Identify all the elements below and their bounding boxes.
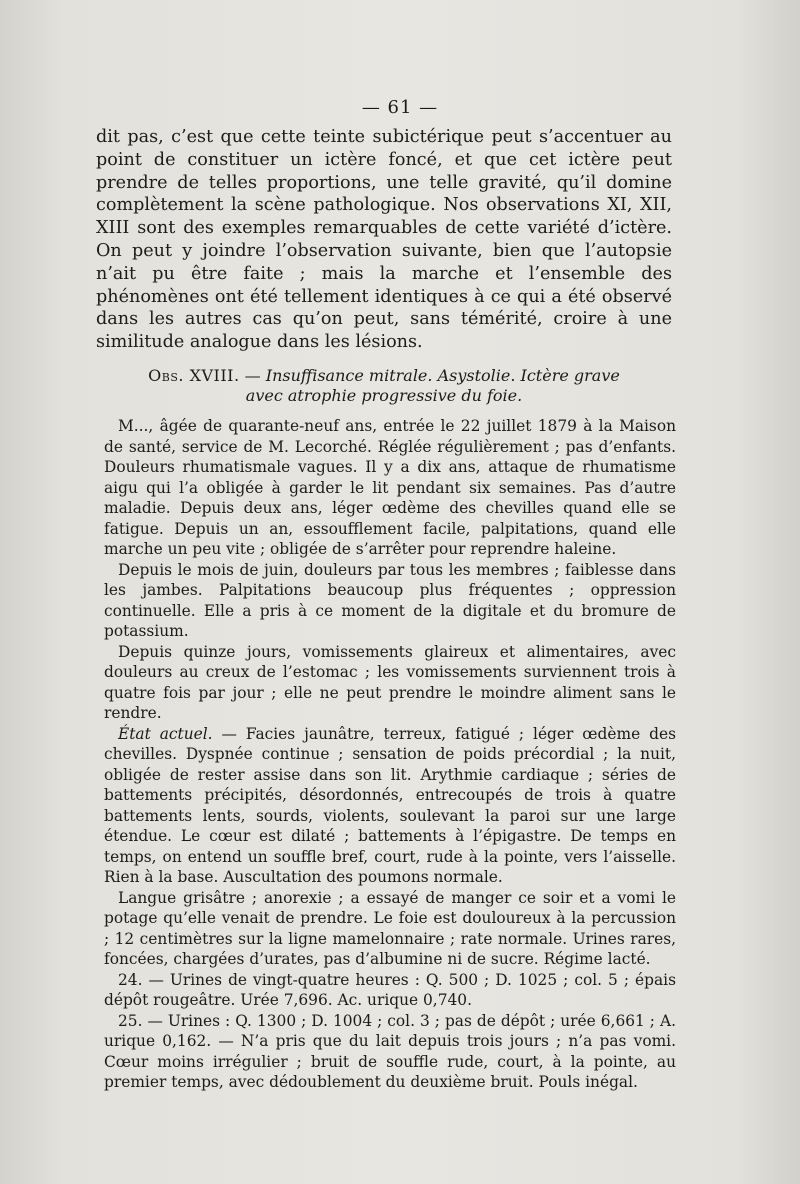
paragraph-langue: Langue grisâtre ; anorexie ; a essayé de manger ce soir et a vomi le potage qu’elle venait de prendre. Le foie est douloureux à la percussion ; 12 centimètres sur la ligne mamelonnaire ; rate normale. Urines rares, foncées, chargées d’urates, pas d’albumine ni de sucre. Régime lacté. bbox=[104, 888, 676, 968]
observation-body bbox=[104, 416, 676, 1093]
etat-actuel-text: — Facies jaunâtre, terreux, fatigué ; léger œdème des chevilles. Dyspnée continue ; sensation de poids précordial ; la nuit, obligée de rester assise dans son lit. Arythmie cardiaque ; séries de battements précipités, désordonnés, entrecoupés de trois à quatre battements lents, sourds, violents, soulevant la paroi sur une large étendue. Le cœur est dilaté ; battements à l’épigastre. De temps en temps, on entend un souffle bref, court, rude à la pointe, vers l’aisselle. Rien à la base. Auscultation des poumons normale. bbox=[104, 724, 676, 886]
paragraph-etat-actuel bbox=[104, 724, 676, 888]
observation-heading bbox=[96, 366, 672, 406]
observation-title-line1: — Insuffisance mitrale. Asystolie. Ictère grave bbox=[244, 366, 620, 385]
paragraph-day-25: 25. — Urines : Q. 1300 ; D. 1004 ; col. 3 ; pas de dépôt ; urée 6,661 ; A. urique 0,162. — N’a pris que du lait depuis trois jours ; n’a pas vomi. Cœur moins irrégulier ; bruit de souffle rude, court, à la pointe, au premier temps, avec dédoublement du deuxième bruit. Pouls inégal. bbox=[104, 1011, 676, 1091]
intro-paragraph: dit pas, c’est que cette teinte subictérique peut s’accentuer au point de constituer un ictère foncé, et que cet ictère peut prendre de telles proportions, une telle gravité, qu’il domine complètement la scène pathologique. Nos observations XI, XII, XIII sont des exemples remarquables de cette variété d’ictère. On peut y joindre l’observation suivante, bien que l’autopsie n’ait pu être faite ; mais la marche et l’ensemble des phénomènes ont été tellement identiques à ce qui a été observé dans les autres cas qu’on peut, sans témérité, croire à une similitude analogue dans les lésions. bbox=[96, 127, 672, 353]
paragraph-history: M..., âgée de quarante-neuf ans, entrée le 22 juillet 1879 à la Maison de santé, service de M. Lecorché. Réglée régulièrement ; pas d’enfants. Douleurs rhumatismale vagues. Il y a dix ans, attaque de rhumatisme aigu qui l’a obligée à garder le lit pendant six semaines. Pas d’autre maladie. Depuis deux ans, léger œdème des chevilles quand elle se fatigue. Depuis un an, essoufflement facile, palpitations, quand elle marche un peu vite ; obligée de s’arrêter pour reprendre haleine. bbox=[104, 417, 676, 558]
observation-label: Obs. XVIII. bbox=[148, 366, 240, 385]
etat-actuel-label: État actuel. bbox=[118, 724, 213, 743]
paragraph-day-24: 24. — Urines de vingt-quatre heures : Q. 500 ; D. 1025 ; col. 5 ; épais dépôt rougeâtre. Urée 7,696. Ac. urique 0,740. bbox=[104, 970, 676, 1009]
paragraph-june: Depuis le mois de juin, douleurs par tous les membres ; faiblesse dans les jambes. Palpitations beaucoup plus fréquentes ; oppression continuelle. Elle a pris à ce moment de la digitale et du bromure de potassium. bbox=[104, 560, 676, 640]
page-number: — 61 — bbox=[361, 97, 439, 118]
paragraph-vomiting: Depuis quinze jours, vomissements glaireux et alimentaires, avec douleurs au creux de l’estomac ; les vomissements surviennent trois à quatre fois par jour ; elle ne peut prendre le moindre aliment sans le rendre. bbox=[104, 642, 676, 722]
observation-title-line2: avec atrophie progressive du foie. bbox=[245, 386, 523, 405]
